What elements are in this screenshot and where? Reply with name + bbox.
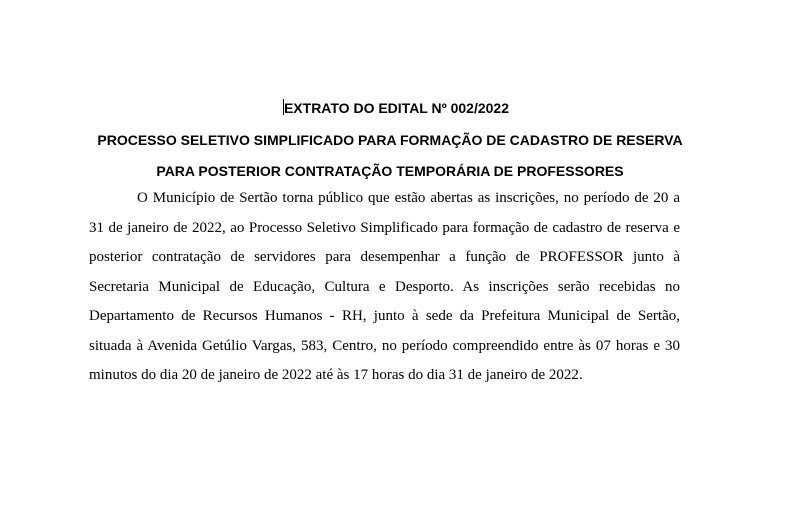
document-subtitle-line-2: PARA POSTERIOR CONTRATAÇÃO TEMPORÁRIA DE PROFESSORES [156,163,624,179]
document-subtitle-line-1: PROCESSO SELETIVO SIMPLIFICADO PARA FORMAÇÃO DE CADASTRO DE RESERVA [97,132,683,148]
document-title: EXTRATO DO EDITAL Nº 002/2022 [283,100,510,116]
document-body-paragraph: O Município de Sertão torna público que estão abertas as inscrições, no período de 20 a 31 de janeiro de 2022, ao Processo Seletivo Simplificado para formação de cadastro de reserva e posterior contratação de servidores para desempenhar a função de PROFESSOR junto à Secretaria Municipal de Educação, Cultura e Desporto. As inscrições serão recebidas no Departamento de Recursos Humanos - RH, junto à sede da Prefeitura Municipal de Sertão, situada à Avenida Getúlio Vargas, 583, Centro, no período compreendido entre às 07 horas e 30 minutos do dia 20 de janeiro de 2022 até às 17 horas do dia 31 de janeiro de 2022. [89,190,680,383]
document-title-line [1,99,790,117]
